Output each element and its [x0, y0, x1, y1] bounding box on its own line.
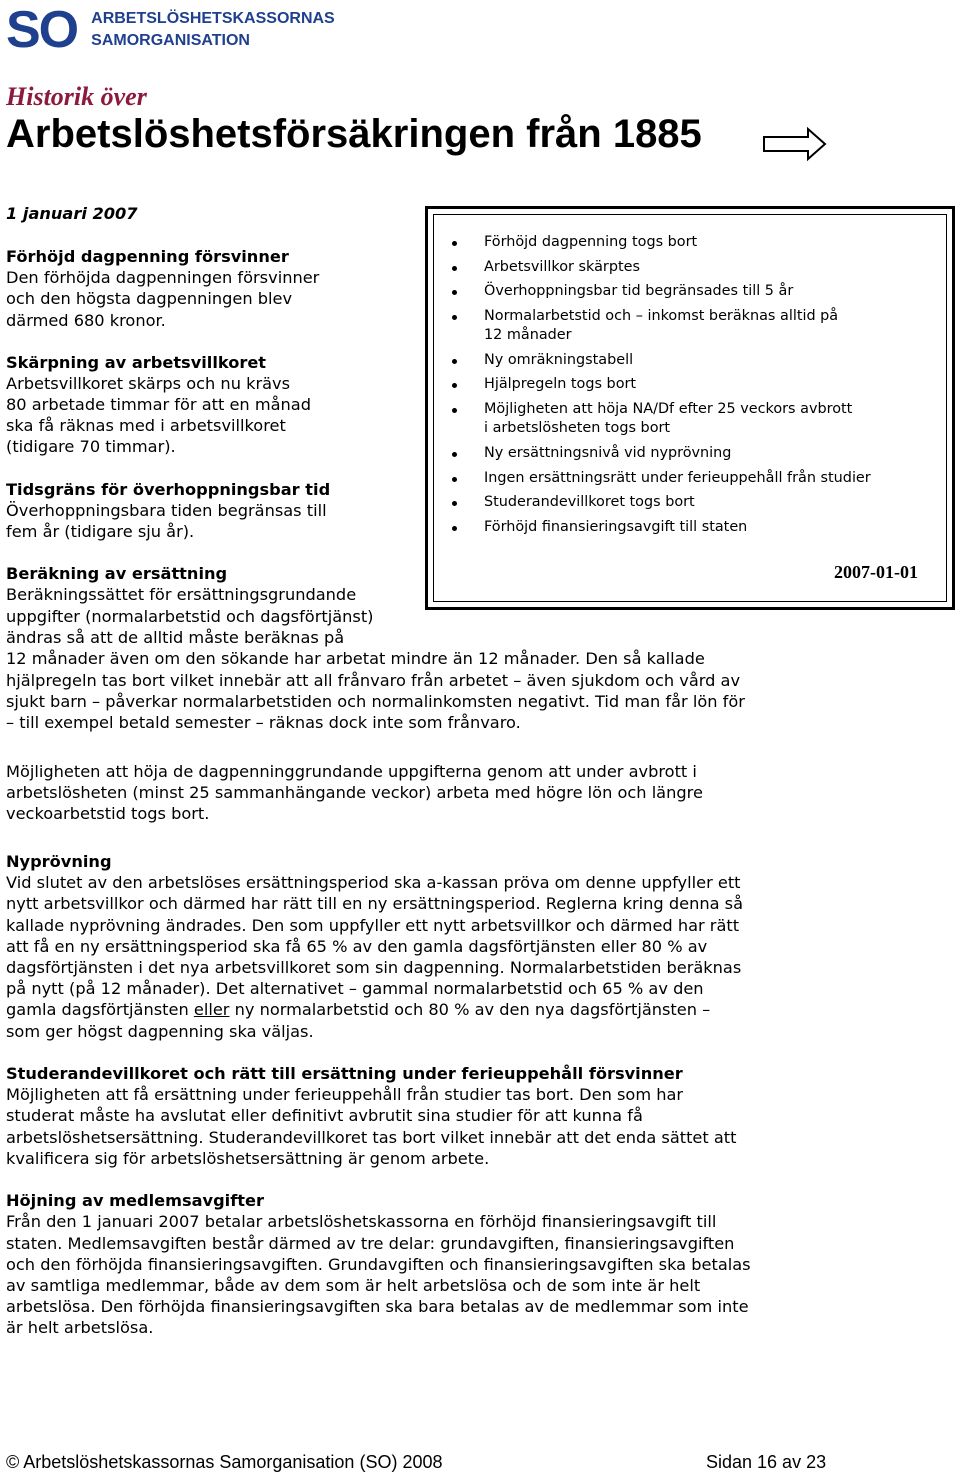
- list-item: Förhöjd finansieringsavgift till staten: [448, 518, 871, 537]
- section-heading-hojning: Höjning av medlemsavgifter: [6, 1191, 264, 1210]
- text-line: gamla dagsförtjänsten eller ny normalarbetstid och 80 % av den nya dagsförtjänsten –: [6, 1000, 711, 1019]
- text-line: arbetslöshetsersättning. Studerandevillkoret tas bort vilket innebär att det enda sättet att: [6, 1128, 737, 1147]
- so-logo: [6, 1, 335, 59]
- text-line: 80 arbetade timmar för att en månad: [6, 395, 311, 414]
- text-line: sjukt barn – påverkar normalarbetstiden och normalinkomsten negativt. Tid man får lön för: [6, 692, 745, 711]
- list-item: Normalarbetstid och – inkomst beräknas alltid på 12 månader: [448, 307, 871, 345]
- text-line: fem år (tidigare sju år).: [6, 522, 195, 541]
- logo-mark: SO: [6, 1, 78, 59]
- text-line: arbetslösa. Den förhöjda finansieringsavgiften ska bara betalas av de medlemmar som inte: [6, 1297, 749, 1316]
- bullet-icon: [452, 408, 457, 413]
- summary-list: [448, 233, 871, 543]
- text-line: är helt arbetslösa.: [6, 1318, 154, 1337]
- text-line: Arbetsvillkoret skärps och nu krävs: [6, 374, 291, 393]
- bullet-icon: [452, 383, 457, 388]
- list-item: Arbetsvillkor skärptes: [448, 258, 871, 277]
- text-line: Möjligheten att få ersättning under ferieuppehåll från studier tas bort. Den som har: [6, 1085, 684, 1104]
- footer-page-number: Sidan 16 av 23: [706, 1452, 827, 1472]
- text-line: Vid slutet av den arbetslöses ersättningsperiod ska a-kassan pröva om denne uppfyller ett: [6, 873, 741, 892]
- text-line: Den förhöjda dagpenningen försvinner: [6, 268, 320, 287]
- text-line: dagsförtjänsten i det nya arbetsvillkoret som sin dagpenning. Normalarbetstiden beräknas: [6, 958, 742, 977]
- text-line: 12 månader även om den sökande har arbetat mindre än 12 månader. Den så kallade: [6, 649, 705, 668]
- date-heading: 1 januari 2007: [6, 204, 138, 223]
- bullet-icon: [452, 477, 457, 482]
- text-line: Möjligheten att höja de dagpenninggrundande uppgifterna genom att under avbrott i: [6, 762, 697, 781]
- underlined-word: eller: [193, 1000, 230, 1019]
- bullet-icon: [452, 452, 457, 457]
- page-title: Arbetslöshetsförsäkringen från 1885: [6, 112, 702, 156]
- text-line: kallade nyprövning ändrades. Den som uppfyller ett nytt arbetsvillkor och därmed har rätt: [6, 916, 740, 935]
- list-item: Ny omräkningstabell: [448, 351, 871, 370]
- text-line: och den förhöjda finansieringsavgiften. Grundavgiften och finansieringsavgiften ska betalas: [6, 1255, 751, 1274]
- text-line: nytt arbetsvillkor och därmed har rätt till en ny ersättningsperiod. Reglerna kring denna så: [6, 894, 744, 913]
- list-item: Hjälpregeln togs bort: [448, 375, 871, 394]
- section-heading-tidsgrans: Tidsgräns för överhoppningsbar tid: [6, 480, 331, 499]
- list-item: Förhöjd dagpenning togs bort: [448, 233, 871, 252]
- text-line: av samtliga medlemmar, både av dem som är helt arbetslösa och de som inte är helt: [6, 1276, 701, 1295]
- text-line: att få en ny ersättningsperiod ska få 65 % av den gamla dagsförtjänsten eller 80 % av: [6, 937, 708, 956]
- bullet-icon: [452, 359, 457, 364]
- text-line: Från den 1 januari 2007 betalar arbetslöshetskassorna en förhöjd finansieringsavgift till: [6, 1212, 717, 1231]
- list-item: Studerandevillkoret togs bort: [448, 493, 871, 512]
- text-line: hjälpregeln tas bort vilket innebär att all frånvaro från arbetet – även sjukdom och vård av: [6, 671, 741, 690]
- text-line: veckoarbetstid togs bort.: [6, 804, 210, 823]
- text-line: arbetslösheten (minst 25 sammanhängande veckor) arbeta med högre lön och längre: [6, 783, 703, 802]
- bullet-icon: [452, 315, 457, 320]
- list-item: Överhoppningsbar tid begränsades till 5 år: [448, 282, 871, 301]
- text-line: och den högsta dagpenningen blev: [6, 289, 293, 308]
- text-line: som ger högst dagpenning ska väljas.: [6, 1022, 314, 1041]
- summary-box: [425, 206, 955, 610]
- logo-line-1: ARBETSLÖSHETSKASSORNAS: [91, 10, 335, 27]
- logo-wordmark: [91, 8, 335, 52]
- text-line: (tidigare 70 timmar).: [6, 437, 176, 456]
- title-subtitle: Historik över: [6, 82, 147, 111]
- text-line: staten. Medlemsavgiften består därmed av tre delar: grundavgiften, finansieringsavgiften: [6, 1234, 735, 1253]
- text-line: ändras så att de alltid måste beräknas på: [6, 628, 345, 647]
- text-line: ska få räknas med i arbetsvillkoret: [6, 416, 286, 435]
- section-heading-studerande: Studerandevillkoret och rätt till ersättning under ferieuppehåll försvinner: [6, 1064, 683, 1083]
- text-line: Överhoppningsbara tiden begränsas till: [6, 501, 327, 520]
- section-heading-forhojd: Förhöjd dagpenning försvinner: [6, 247, 289, 266]
- text-line: uppgifter (normalarbetstid och dagsförtjänst): [6, 607, 374, 626]
- outline-right-arrow-icon: [762, 126, 828, 162]
- bullet-icon: [452, 290, 457, 295]
- text-line: – till exempel betald semester – räknas dock inte som frånvaro.: [6, 713, 521, 732]
- text-line: på nytt (på 12 månader). Det alternativet – gammal normalarbetstid och 65 % av den: [6, 979, 704, 998]
- box-date: 2007-01-01: [834, 562, 918, 582]
- text-line: kvalificera sig för arbetslöshetsersättning är genom arbete.: [6, 1149, 490, 1168]
- footer-copyright: © Arbetslöshetskassornas Samorganisation (SO) 2008: [6, 1452, 443, 1472]
- list-item: Ny ersättningsnivå vid nyprövning: [448, 444, 871, 463]
- section-heading-berakning: Beräkning av ersättning: [6, 564, 228, 583]
- bullet-icon: [452, 501, 457, 506]
- section-heading-skarpning: Skärpning av arbetsvillkoret: [6, 353, 267, 372]
- bullet-icon: [452, 241, 457, 246]
- text-line: studerat måste ha avslutat eller definitivt avbrutit sina studier för att kunna få: [6, 1106, 643, 1125]
- list-item: Ingen ersättningsrätt under ferieuppehåll från studier: [448, 469, 871, 488]
- section-heading-nyprovning: Nyprövning: [6, 852, 112, 871]
- logo-line-2: SAMORGANISATION: [91, 32, 250, 49]
- text-line: därmed 680 kronor.: [6, 311, 166, 330]
- bullet-icon: [452, 526, 457, 531]
- text-line: Beräkningssättet för ersättningsgrundande: [6, 585, 357, 604]
- bullet-icon: [452, 266, 457, 271]
- list-item: Möjligheten att höja NA/Df efter 25 veckors avbrott i arbetslösheten togs bort: [448, 400, 871, 438]
